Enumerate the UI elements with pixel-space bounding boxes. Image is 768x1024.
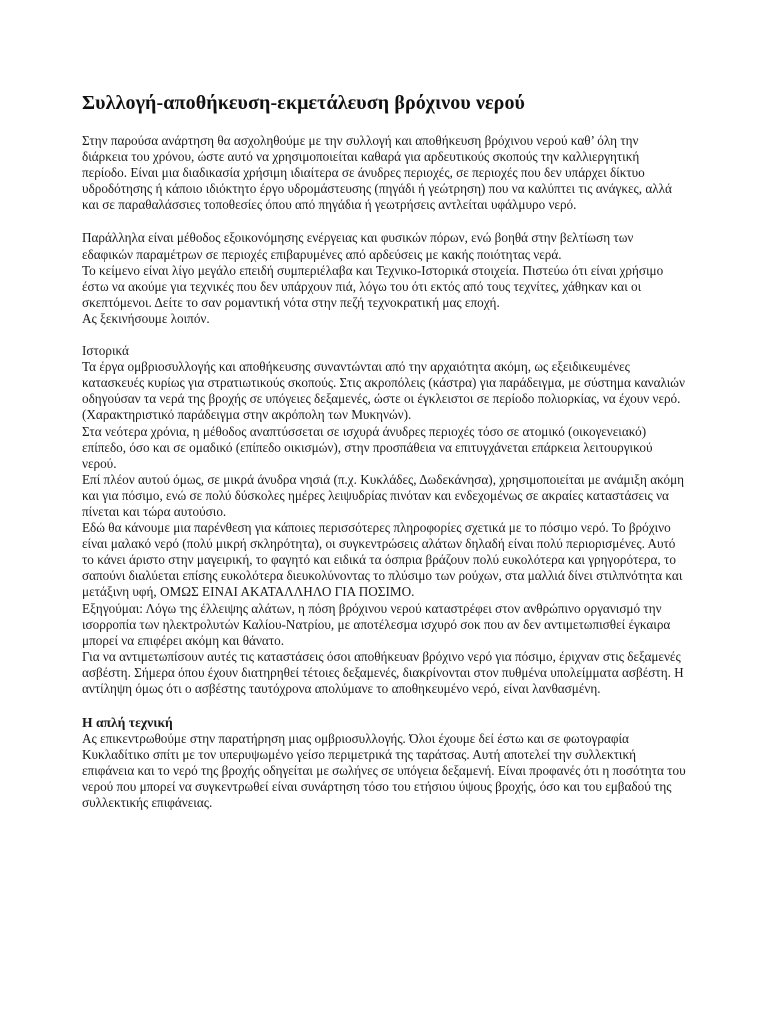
intro-paragraph: Στην παρούσα ανάρτηση θα ασχοληθούμε με την συλλογή και αποθήκευση βρόχινου νερού καθ’ όλη την διάρκεια του χρόνου, ώστε αυτό να χρησιμοποιείται καθαρά για αρδευτικούς σκοπούς την καλλιεργητική περίοδο. Είναι μια διαδικασία χρήσιμη ιδιαίτερα σε άνυδρες περιοχές, σε περιοχές που δεν υπάρχει δίκτυο υδροδότησης ή κάποιο ιδιόκτητο έργο υδρομάστευσης (πηγάδι ή γεώτρηση) που να καλύπτει τις ανάγκες, αλλά και σε παραθαλάσσιες τοποθεσίες όπου από πηγάδια ή γεωτρήσεις αντλείται υφάλμυρο νερό. — [82, 133, 672, 213]
explanation-paragraph: Εξηγούμαι: Λόγω της έλλειψης αλάτων, η πόση βρόχινου νερού καταστρέφει στον ανθρώπινο οργανισμό την ισορροπία των ηλεκτρολυτών Καλίου-Νατρίου, με αποτέλεσμα ισχυρό σοκ που αν δεν αντιμετωπισθεί έγκαιρα μπορεί να επιφέρει ακόμη και θάνατο. — [82, 600, 671, 648]
paragraph-spacer — [82, 327, 686, 343]
length-note-paragraph: Το κείμενο είναι λίγο μεγάλο επειδή συμπεριέλαβα και Τεχνικο-Ιστορικά στοιχεία. Πιστεύω ότι είναι χρήσιμο έστω να ακούμε για τεχνικές που δεν υπάρχουν πιά, λόγω του ότι εκτός από τους τεχνίτες, χάθηκαν και οι σκεπτόμενοι. Δείτε το σαν ρομαντική νότα στην πεζή τεχνοκρατική μας εποχή. — [82, 262, 664, 310]
lime-paragraph: Για να αντιμετωπίσουν αυτές τις καταστάσεις όσοι αποθήκευαν βρόχινο νερό για πόσιμο, έριχναν στις δεξαμενές ασβέστη. Σήμερα όπου έχουν διατηρηθεί τέτοιες δεξαμενές, διακρίνονται στον πυθμένα υπολείμματα ασβέστη. Η αντίληψη όμως ότι ο ασβέστης ταυτόχρονα απολύμανε το αποθηκευμένο νερό, είναι λανθασμένη. — [82, 648, 684, 696]
history-paragraph: Τα έργα ομβριοσυλλογής και αποθήκευσης συναντώνται από την αρχαιότητα ακόμη, ως εξειδικευμένες κατασκευές κυρίως για στρατιωτικούς σκοπούς. Στις ακροπόλεις (κάστρα) για παράδειγμα, με σύστημα καναλιών οδηγούσαν τα νερά της βροχής σε υπόγειες δεξαμενές, ώστε οι έγκλειστοι σε περίοδο πολιορκίας, να έχουν νερό. — [82, 359, 685, 407]
energy-paragraph: Παράλληλα είναι μέθοδος εξοικονόμησης ενέργειας και φυσικών πόρων, ενώ βοηθά στην βελτίωση των εδαφικών παραμέτρων σε περιοχές επιβαρυμένες από αρδεύσεις με κακής ποιότητας νερά. — [82, 230, 634, 262]
history-modern-paragraph: Στα νεότερα χρόνια, η μέθοδος αναπτύσσεται σε ισχυρά άνυδρες περιοχές τόσο σε ατομικό (οικογενειακό) επίπεδο, όσο και σε ομαδικό (επίπεδο οικισμών), στην προσπάθεια να επιτυγχάνεται επάρκεια λειτουργικού νερού. — [82, 423, 653, 471]
paragraph-spacer — [82, 213, 686, 230]
technique-heading: Η απλή τεχνική — [82, 715, 173, 731]
history-mycenae-note: (Χαρακτηριστικό παράδειγμα στην ακρόπολη των Μυκηνών). — [82, 407, 412, 423]
technique-paragraph: Ας επικεντρωθούμε στην παρατήρηση μιας ομβριοσυλλογής. Όλοι έχουμε δεί έστω και σε φωτογραφία Κυκλαδίτικο σπίτι με τον υπερυψωμένο γείσο περιμετρικά της ταράτσας. Αυτή αποτελεί την συλλεκτική επιφάνεια και το νερό της βροχής οδηγείται με σωλήνες σε υπόγεια δεξαμενή. Είναι προφανές ότι η ποσότητα του νερού που μπορεί να συγκεντρωθεί είναι συνάρτηση τόσο του ετήσιου ύψους βροχής, όσο και του εμβαδού της συλλεκτικής επιφάνειας. — [82, 731, 686, 811]
history-heading: Ιστορικά — [82, 343, 129, 359]
paragraph-spacer — [82, 697, 686, 714]
document-title: Συλλογή-αποθήκευση-εκμετάλευση βρόχινου νερού — [82, 92, 526, 114]
lets-start-paragraph: Ας ξεκινήσουμε λοιπόν. — [82, 310, 210, 326]
drinking-water-paragraph: Εδώ θα κάνουμε μια παρένθεση για κάποιες περισσότερες πληροφορίες σχετικά με το πόσιμο νερό. Το βρόχινο είναι μαλακό νερό (πολύ μικρή σκληρότητα), οι συγκεντρώσεις αλάτων δηλαδή είναι πολύ περιορισμένες. Αυτό το κάνει άριστο στην μαγειρική, το φαγητό και ειδικά τα όσπρια βράζουν πολύ ευκολότερα και γρηγορότερα, το σαπούνι διαλύεται επίσης ευκολότερα διευκολύνοντας το πλύσιμο των ρούχων, στα μαλλιά δίνει στιλπνότητα και μετάξινη υφή, ΟΜΩΣ ΕΙΝΑΙ ΑΚΑΤΑΛΛΗΛΟ ΓΙΑ ΠΟΣΙΜΟ. — [82, 520, 683, 600]
history-islands-paragraph: Επί πλέον αυτού όμως, σε μικρά άνυδρα νησιά (π.χ. Κυκλάδες, Δωδεκάνησα), χρησιμοποιείται με ανάμιξη ακόμη και για πόσιμο, ενώ σε πολύ δύσκολες ημέρες λειψυδρίας πινόταν και ενδεχομένως σε ακραίες καταστάσεις να πίνεται και τώρα αυτούσιο. — [82, 471, 685, 519]
